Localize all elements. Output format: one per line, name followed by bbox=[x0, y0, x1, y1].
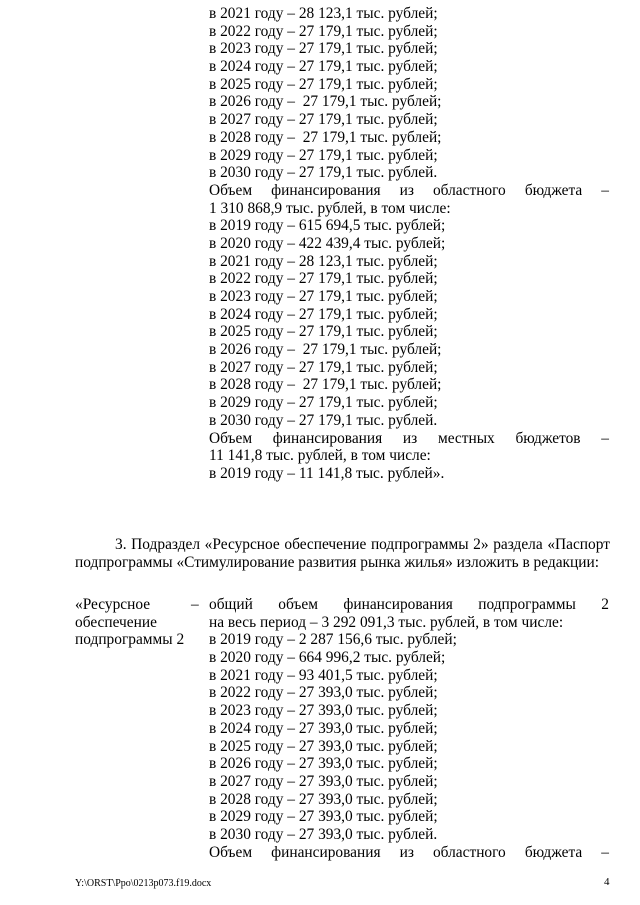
local-2019-line: в 2019 году – 11 141,8 тыс. рублей». bbox=[209, 464, 445, 482]
word: бюджетов bbox=[515, 429, 581, 447]
regional-budget-heading bbox=[209, 182, 609, 200]
year-line: в 2020 году – 664 996,2 тыс. рублей; bbox=[209, 649, 446, 667]
year-line: в 2029 году – 27 393,0 тыс. рублей; bbox=[209, 808, 438, 826]
year-line: в 2027 году – 27 179,1 тыс. рублей; bbox=[209, 111, 438, 129]
year-line: в 2021 году – 28 123,1 тыс. рублей; bbox=[209, 5, 438, 22]
word: финансирования bbox=[271, 181, 381, 199]
year-line: в 2026 году – 27 179,1 тыс. рублей; bbox=[209, 341, 442, 359]
paragraph-3 bbox=[75, 536, 610, 571]
year-line: в 2028 году – 27 179,1 тыс. рублей; bbox=[209, 376, 442, 394]
year-line: в 2028 году – 27 179,1 тыс. рублей; bbox=[209, 128, 442, 146]
local-total: 11 141,8 тыс. рублей, в том числе: bbox=[209, 447, 431, 465]
year-line: в 2024 году – 27 393,0 тыс. рублей; bbox=[209, 719, 438, 737]
year-line: в 2024 году – 27 179,1 тыс. рублей; bbox=[209, 305, 438, 323]
year-line: в 2026 году – 27 179,1 тыс. рублей; bbox=[209, 93, 442, 111]
year-line: в 2029 году – 27 179,1 тыс. рублей; bbox=[209, 394, 438, 412]
year-line: в 2030 году – 27 179,1 тыс. рублей. bbox=[209, 164, 438, 182]
word: общий bbox=[209, 596, 253, 613]
year-line: в 2019 году – 615 694,5 тыс. рублей; bbox=[209, 217, 446, 235]
subprogram-2-funding bbox=[209, 596, 609, 861]
year-line: в 2021 году – 93 401,5 тыс. рублей; bbox=[209, 666, 438, 684]
word: из bbox=[399, 181, 414, 199]
paragraph-3-line-2: подпрограммы «Стимулирование развития рынка жилья» изложить в редакции: bbox=[75, 553, 600, 571]
word: 2 bbox=[601, 596, 609, 613]
word: подпрограммы bbox=[370, 536, 469, 553]
year-line: в 2020 году – 422 439,4 тыс. рублей; bbox=[209, 234, 446, 252]
word: Объем bbox=[209, 429, 253, 447]
label-dash: – bbox=[191, 596, 199, 613]
word: подпрограммы bbox=[478, 596, 576, 613]
paragraph-3-line-1 bbox=[75, 536, 610, 554]
word: объем bbox=[278, 596, 318, 613]
word: обеспечение bbox=[284, 536, 367, 553]
year-line: в 2023 году – 27 179,1 тыс. рублей; bbox=[209, 40, 438, 58]
word: местных bbox=[437, 429, 495, 447]
year-line: в 2024 году – 27 179,1 тыс. рублей; bbox=[209, 58, 438, 76]
year-line: в 2030 году – 27 393,0 тыс. рублей. bbox=[209, 825, 438, 843]
year-line: в 2027 году – 27 179,1 тыс. рублей; bbox=[209, 358, 438, 376]
year-line: в 2027 году – 27 393,0 тыс. рублей; bbox=[209, 772, 438, 790]
regional-budget-heading bbox=[209, 844, 609, 862]
year-line: в 2023 году – 27 179,1 тыс. рублей; bbox=[209, 288, 438, 305]
word: – bbox=[601, 181, 609, 199]
file-path-footer: Y:\ORST\Ppo\0213p073.f19.docx bbox=[75, 878, 212, 889]
word: «Ресурсное bbox=[204, 536, 280, 553]
label-line: «Ресурсное bbox=[75, 596, 151, 613]
word: областного bbox=[432, 181, 506, 199]
word: из bbox=[399, 843, 414, 861]
years-list-b bbox=[209, 217, 609, 429]
label-line: обеспечение bbox=[75, 613, 157, 631]
label-line: подпрограммы 2 bbox=[75, 631, 185, 649]
year-line: в 2030 году – 27 179,1 тыс. рублей. bbox=[209, 411, 438, 429]
local-budget-heading bbox=[209, 430, 609, 448]
total-line: на весь период – 3 292 091,3 тыс. рублей, в том числе: bbox=[209, 613, 564, 631]
word: Объем bbox=[209, 843, 253, 861]
word: из bbox=[402, 429, 418, 447]
total-heading bbox=[209, 596, 609, 614]
regional-total: 1 310 868,9 тыс. рублей, в том числе: bbox=[209, 199, 451, 217]
word: – bbox=[601, 843, 609, 861]
word: 2» bbox=[473, 536, 489, 553]
word: финансирования bbox=[343, 596, 453, 613]
year-line: в 2022 году – 27 393,0 тыс. рублей; bbox=[209, 684, 438, 702]
years-list-a bbox=[209, 5, 609, 182]
year-line: в 2026 году – 27 393,0 тыс. рублей; bbox=[209, 755, 438, 773]
word: Объем bbox=[209, 181, 253, 199]
year-line: в 2021 году – 28 123,1 тыс. рублей; bbox=[209, 252, 438, 270]
word: бюджета bbox=[524, 181, 583, 199]
word: 3. bbox=[115, 536, 127, 553]
page-number: 4 bbox=[604, 876, 610, 888]
year-line: в 2019 году – 2 287 156,6 тыс. рублей; bbox=[209, 631, 457, 649]
year-line: в 2028 году – 27 393,0 тыс. рублей; bbox=[209, 790, 438, 808]
word: «Паспорт bbox=[547, 536, 610, 553]
word: финансирования bbox=[271, 843, 381, 861]
year-line: в 2025 году – 27 179,1 тыс. рублей; bbox=[209, 75, 438, 93]
word: бюджета bbox=[524, 843, 583, 861]
year-line: в 2025 году – 27 179,1 тыс. рублей; bbox=[209, 323, 438, 341]
word: областного bbox=[432, 843, 506, 861]
year-line: в 2025 году – 27 393,0 тыс. рублей; bbox=[209, 737, 438, 755]
word: – bbox=[601, 429, 609, 447]
year-line: в 2029 году – 27 179,1 тыс. рублей; bbox=[209, 146, 438, 164]
word: раздела bbox=[493, 536, 543, 553]
year-line: в 2023 году – 27 393,0 тыс. рублей; bbox=[209, 702, 438, 720]
funding-block-continued bbox=[209, 5, 609, 483]
year-line: в 2022 году – 27 179,1 тыс. рублей; bbox=[209, 270, 438, 288]
year-line: в 2022 году – 27 179,1 тыс. рублей; bbox=[209, 22, 438, 40]
word: Подраздел bbox=[131, 536, 201, 553]
word: финансирования bbox=[272, 429, 383, 447]
years-list bbox=[209, 631, 609, 843]
